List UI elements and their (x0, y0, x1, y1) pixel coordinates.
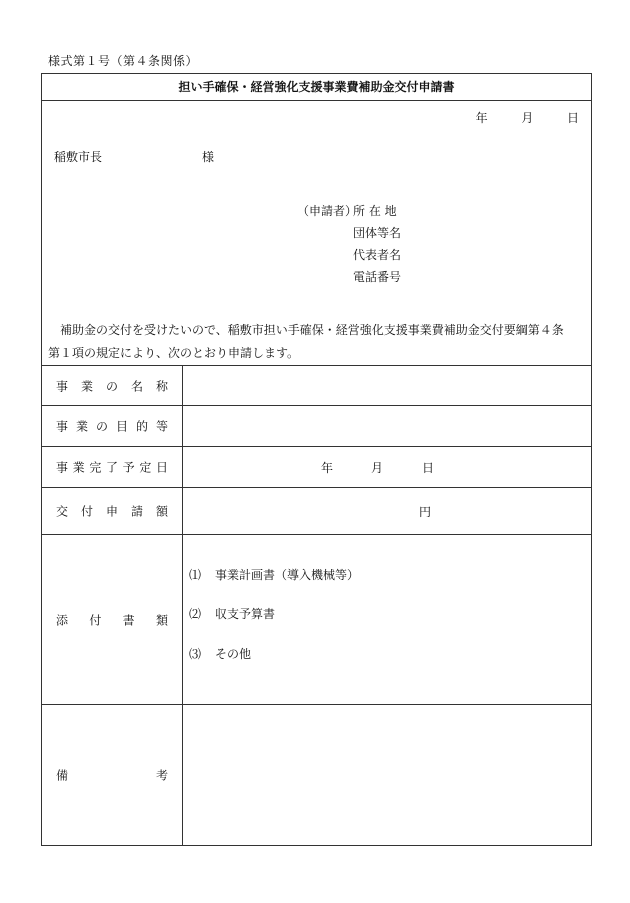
addressee (54, 148, 215, 165)
project-name-input[interactable] (183, 366, 591, 405)
row-remarks (42, 705, 591, 845)
applicant-organization-field[interactable]: 団体等名 (353, 226, 402, 240)
completion-day: 日 (422, 461, 435, 475)
attachment-item: ⑴ 事業計画書（導入機械等） (189, 568, 360, 582)
attachments-list (183, 535, 591, 704)
applicant-address-field[interactable]: 所 在 地 (353, 204, 397, 218)
project-purpose-label: 事業の目的等 (42, 406, 183, 446)
form-title: 担い手確保・経営強化支援事業費補助金交付申請書 (42, 74, 591, 101)
addressee-honorific: 様 (202, 150, 215, 164)
date-year: 年 (475, 111, 488, 125)
project-name-label: 事業の名称 (42, 366, 183, 405)
completion-year: 年 (321, 461, 334, 475)
applicant-representative-field[interactable]: 代表者名 (353, 248, 402, 262)
row-project-name (42, 366, 591, 406)
application-date[interactable] (476, 109, 579, 126)
remarks-label: 備考 (42, 705, 183, 845)
application-form (41, 73, 592, 846)
remarks-input[interactable] (183, 705, 591, 845)
project-purpose-input[interactable] (183, 406, 591, 446)
date-month: 月 (521, 111, 534, 125)
row-completion-date (42, 447, 591, 488)
intro-section (42, 101, 591, 366)
request-statement (48, 319, 585, 365)
attachments-label: 添付書類 (42, 535, 183, 704)
statement-line-1: 補助金の交付を受けたいので、稲敷市担い手確保・経営強化支援事業費補助金交付要綱第４条 (60, 323, 564, 337)
completion-date-input[interactable] (183, 447, 591, 487)
addressee-name: 稲敷市長 (54, 150, 103, 164)
row-requested-amount (42, 488, 591, 535)
date-day: 日 (566, 111, 579, 125)
statement-line-2: 第１項の規定により、次のとおり申請します。 (48, 346, 300, 360)
applicant-label: （申請者） (297, 204, 358, 218)
attachment-item: ⑶ その他 (189, 647, 252, 661)
attachment-item: ⑵ 収支予算書 (189, 607, 276, 621)
row-project-purpose (42, 406, 591, 447)
amount-unit: 円 (419, 505, 432, 519)
completion-month: 月 (371, 461, 384, 475)
requested-amount-input[interactable] (183, 488, 591, 534)
form-number: 様式第１号（第４条関係） (48, 54, 199, 68)
row-attachments (42, 535, 591, 705)
completion-date-label: 事業完了予定日 (42, 447, 183, 487)
applicant-phone-field[interactable]: 電話番号 (353, 270, 402, 284)
requested-amount-label: 交付申請額 (42, 488, 183, 534)
